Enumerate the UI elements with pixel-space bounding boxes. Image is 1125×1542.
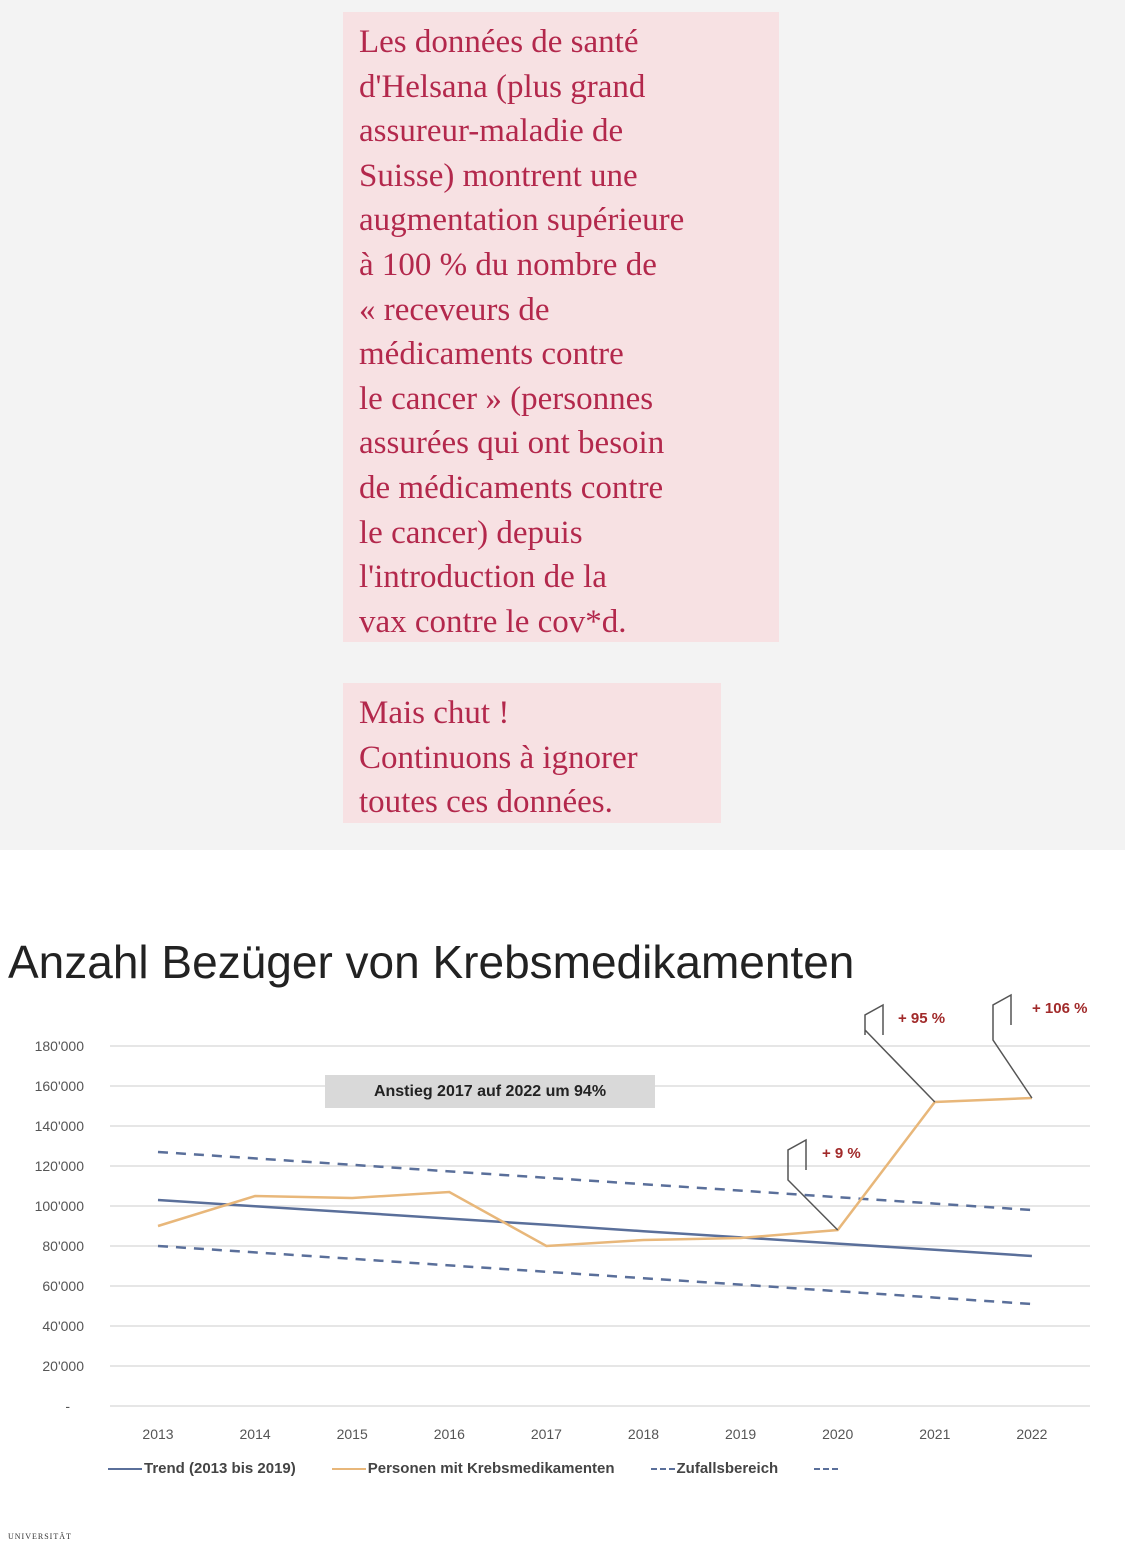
quote-line: le cancer) depuis (359, 514, 583, 551)
quote-line: vax contre le cov*d. (359, 603, 627, 640)
legend-label: Personen mit Krebsmedikamenten (367, 1460, 615, 1477)
series-line-2 (158, 1152, 1032, 1210)
y-tick-label: 180'000 (34, 1038, 84, 1054)
legend-swatch (332, 1468, 366, 1470)
y-tick-label: 60'000 (42, 1278, 84, 1294)
callout-label: + 9 % (822, 1145, 861, 1162)
quote-line: Continuons à ignorer (359, 739, 638, 776)
legend-swatch (814, 1468, 838, 1470)
quote-line: Mais chut ! (359, 695, 510, 731)
y-tick-label: 40'000 (42, 1318, 84, 1334)
quote-line: de médicaments contre (359, 469, 664, 506)
legend-swatch (651, 1468, 675, 1470)
y-tick-label: 140'000 (34, 1118, 84, 1134)
quote-line: « receveurs de (359, 291, 550, 328)
quote-line: Suisse) montrent une (359, 157, 638, 194)
legend-trend (108, 1460, 296, 1477)
chart-title: Anzahl Bezüger von Krebsmedikamenten (8, 936, 855, 988)
quote-line: médicaments contre (359, 336, 624, 373)
y-tick-label: 20'000 (42, 1358, 84, 1374)
legend-swatch (108, 1468, 142, 1470)
legend-label: Zufallsbereich (676, 1460, 779, 1477)
x-tick-label: 2014 (239, 1426, 271, 1442)
university-logo: UNIVERSITÄT (8, 1532, 72, 1541)
quote-line: Les données de santé (359, 24, 639, 60)
legend-range-2 (814, 1468, 838, 1470)
quote-line: le cancer » (personnes (359, 380, 654, 417)
quote-line: toutes ces données. (359, 784, 613, 821)
y-tick-label: - (65, 1398, 70, 1414)
quote-line: assurées qui ont besoin (359, 425, 665, 462)
quote-line: l'introduction de la (359, 559, 607, 596)
x-tick-label: 2016 (433, 1426, 465, 1442)
series-line-0 (158, 1200, 1032, 1256)
chart-legend (108, 1460, 838, 1477)
x-tick-label: 2015 (336, 1426, 368, 1442)
y-tick-label: 80'000 (42, 1238, 84, 1254)
x-tick-label: 2017 (530, 1426, 562, 1442)
callout-label: + 95 % (898, 1010, 946, 1027)
x-tick-label: 2018 (627, 1426, 660, 1442)
y-tick-label: 120'000 (34, 1158, 84, 1174)
legend-label: Trend (2013 bis 2019) (144, 1460, 296, 1477)
x-tick-label: 2022 (1016, 1426, 1048, 1442)
x-tick-label: 2020 (822, 1426, 854, 1442)
quote-line: d'Helsana (plus grand (359, 68, 646, 105)
chart-note: Anstieg 2017 auf 2022 um 94% (325, 1075, 655, 1108)
quote-line: à 100 % du nombre de (359, 246, 657, 283)
x-tick-label: 2013 (142, 1426, 174, 1442)
x-tick-label: 2021 (919, 1426, 951, 1442)
series-line-3 (158, 1246, 1032, 1304)
y-tick-label: 100'000 (34, 1198, 84, 1214)
callout-label: + 106 % (1032, 1000, 1088, 1017)
legend-range (651, 1460, 779, 1477)
y-tick-label: 160'000 (34, 1078, 84, 1094)
quote-line: assureur-maladie de (359, 113, 624, 150)
quote-line: augmentation supérieure (359, 202, 685, 239)
series-line-1 (158, 1098, 1032, 1246)
x-tick-label: 2019 (725, 1426, 757, 1442)
legend-persons (332, 1460, 615, 1477)
